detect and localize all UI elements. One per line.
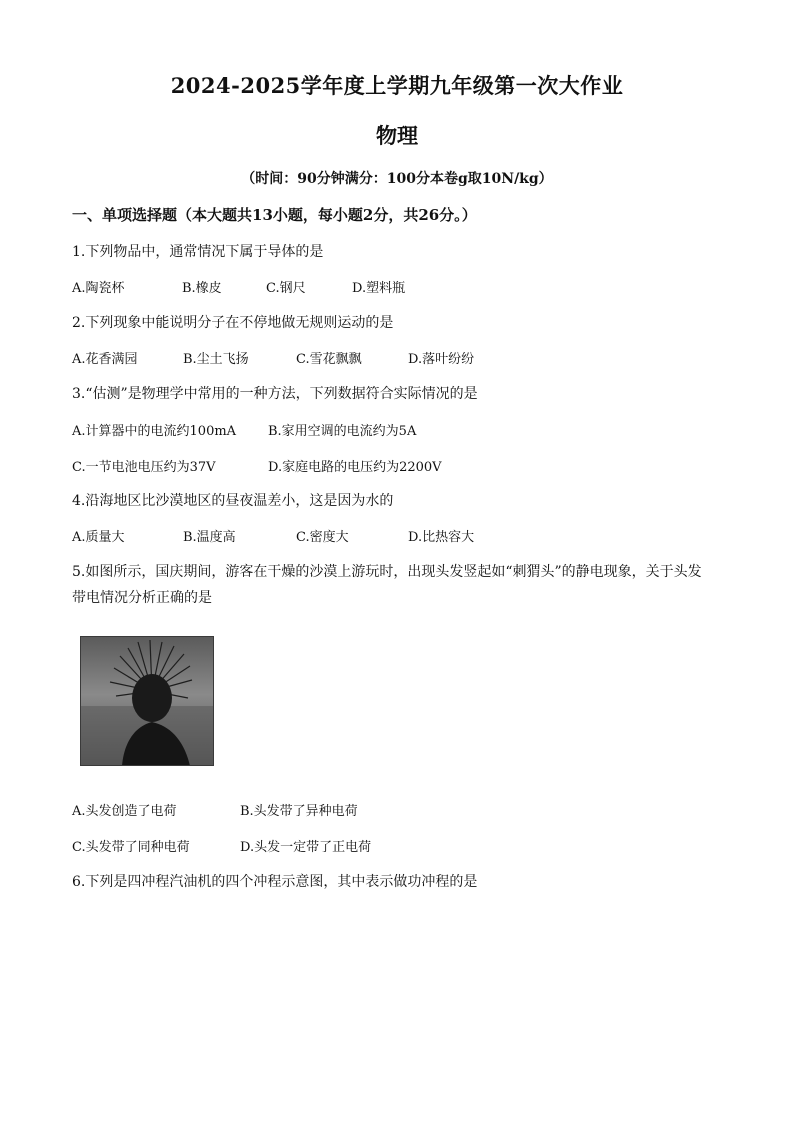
option-a: A.计算器中的电流约100mA bbox=[72, 424, 237, 439]
option-b: B.橡皮 bbox=[182, 281, 222, 296]
option-b: B.家用空调的电流约为5A bbox=[268, 424, 417, 439]
question-1-stem: 1.下列物品中，通常情况下属于导体的是 bbox=[72, 244, 324, 260]
option-d: D.头发一定带了正电荷 bbox=[240, 840, 372, 855]
section-heading: 一、单项选择题（本大题共13小题，每小题2分，共26分。） bbox=[72, 206, 477, 224]
option-a: A.陶瓷杯 bbox=[72, 281, 125, 296]
question-6-stem: 6.下列是四冲程汽油机的四个冲程示意图，其中表示做功冲程的是 bbox=[72, 874, 478, 890]
option-a: A.头发创造了电荷 bbox=[72, 804, 177, 819]
exam-info: （时间：90分钟满分：100分本卷g取10N/kg） bbox=[241, 171, 553, 187]
option-c: C.钢尺 bbox=[266, 281, 306, 296]
option-c: C.头发带了同种电荷 bbox=[72, 840, 190, 855]
option-c: C.一节电池电压约为37V bbox=[72, 460, 216, 475]
exam-title: 2024-2025学年度上学期九年级第一次大作业 bbox=[170, 73, 624, 98]
option-b: B.温度高 bbox=[183, 530, 236, 545]
option-d: D.比热容大 bbox=[408, 530, 475, 545]
question-5-stem-line1: 5.如图所示，国庆期间，游客在干燥的沙漠上游玩时，出现头发竖起如“刺猬头”的静电现象，关于头发 bbox=[72, 564, 702, 580]
option-a: A.质量大 bbox=[72, 530, 125, 545]
option-d: D.塑料瓶 bbox=[352, 281, 406, 296]
option-c: C.密度大 bbox=[296, 530, 349, 545]
option-b: B.尘土飞扬 bbox=[183, 352, 249, 367]
option-c: C.雪花飘飘 bbox=[296, 352, 362, 367]
option-d: D.落叶纷纷 bbox=[408, 352, 475, 367]
subject-title: 物理 bbox=[376, 123, 418, 148]
option-a: A.花香满园 bbox=[72, 352, 138, 367]
static-hair-photo bbox=[80, 636, 214, 766]
question-4-stem: 4.沿海地区比沙漠地区的昼夜温差小，这是因为水的 bbox=[72, 493, 394, 509]
option-d: D.家庭电路的电压约为2200V bbox=[268, 460, 442, 475]
question-2-stem: 2.下列现象中能说明分子在不停地做无规则运动的是 bbox=[72, 315, 394, 331]
option-b: B.头发带了异种电荷 bbox=[240, 804, 358, 819]
question-5-stem-line2: 带电情况分析正确的是 bbox=[72, 590, 212, 606]
question-3-stem: 3.“估测”是物理学中常用的一种方法，下列数据符合实际情况的是 bbox=[72, 386, 478, 402]
static-hair-photo-image bbox=[80, 636, 214, 766]
